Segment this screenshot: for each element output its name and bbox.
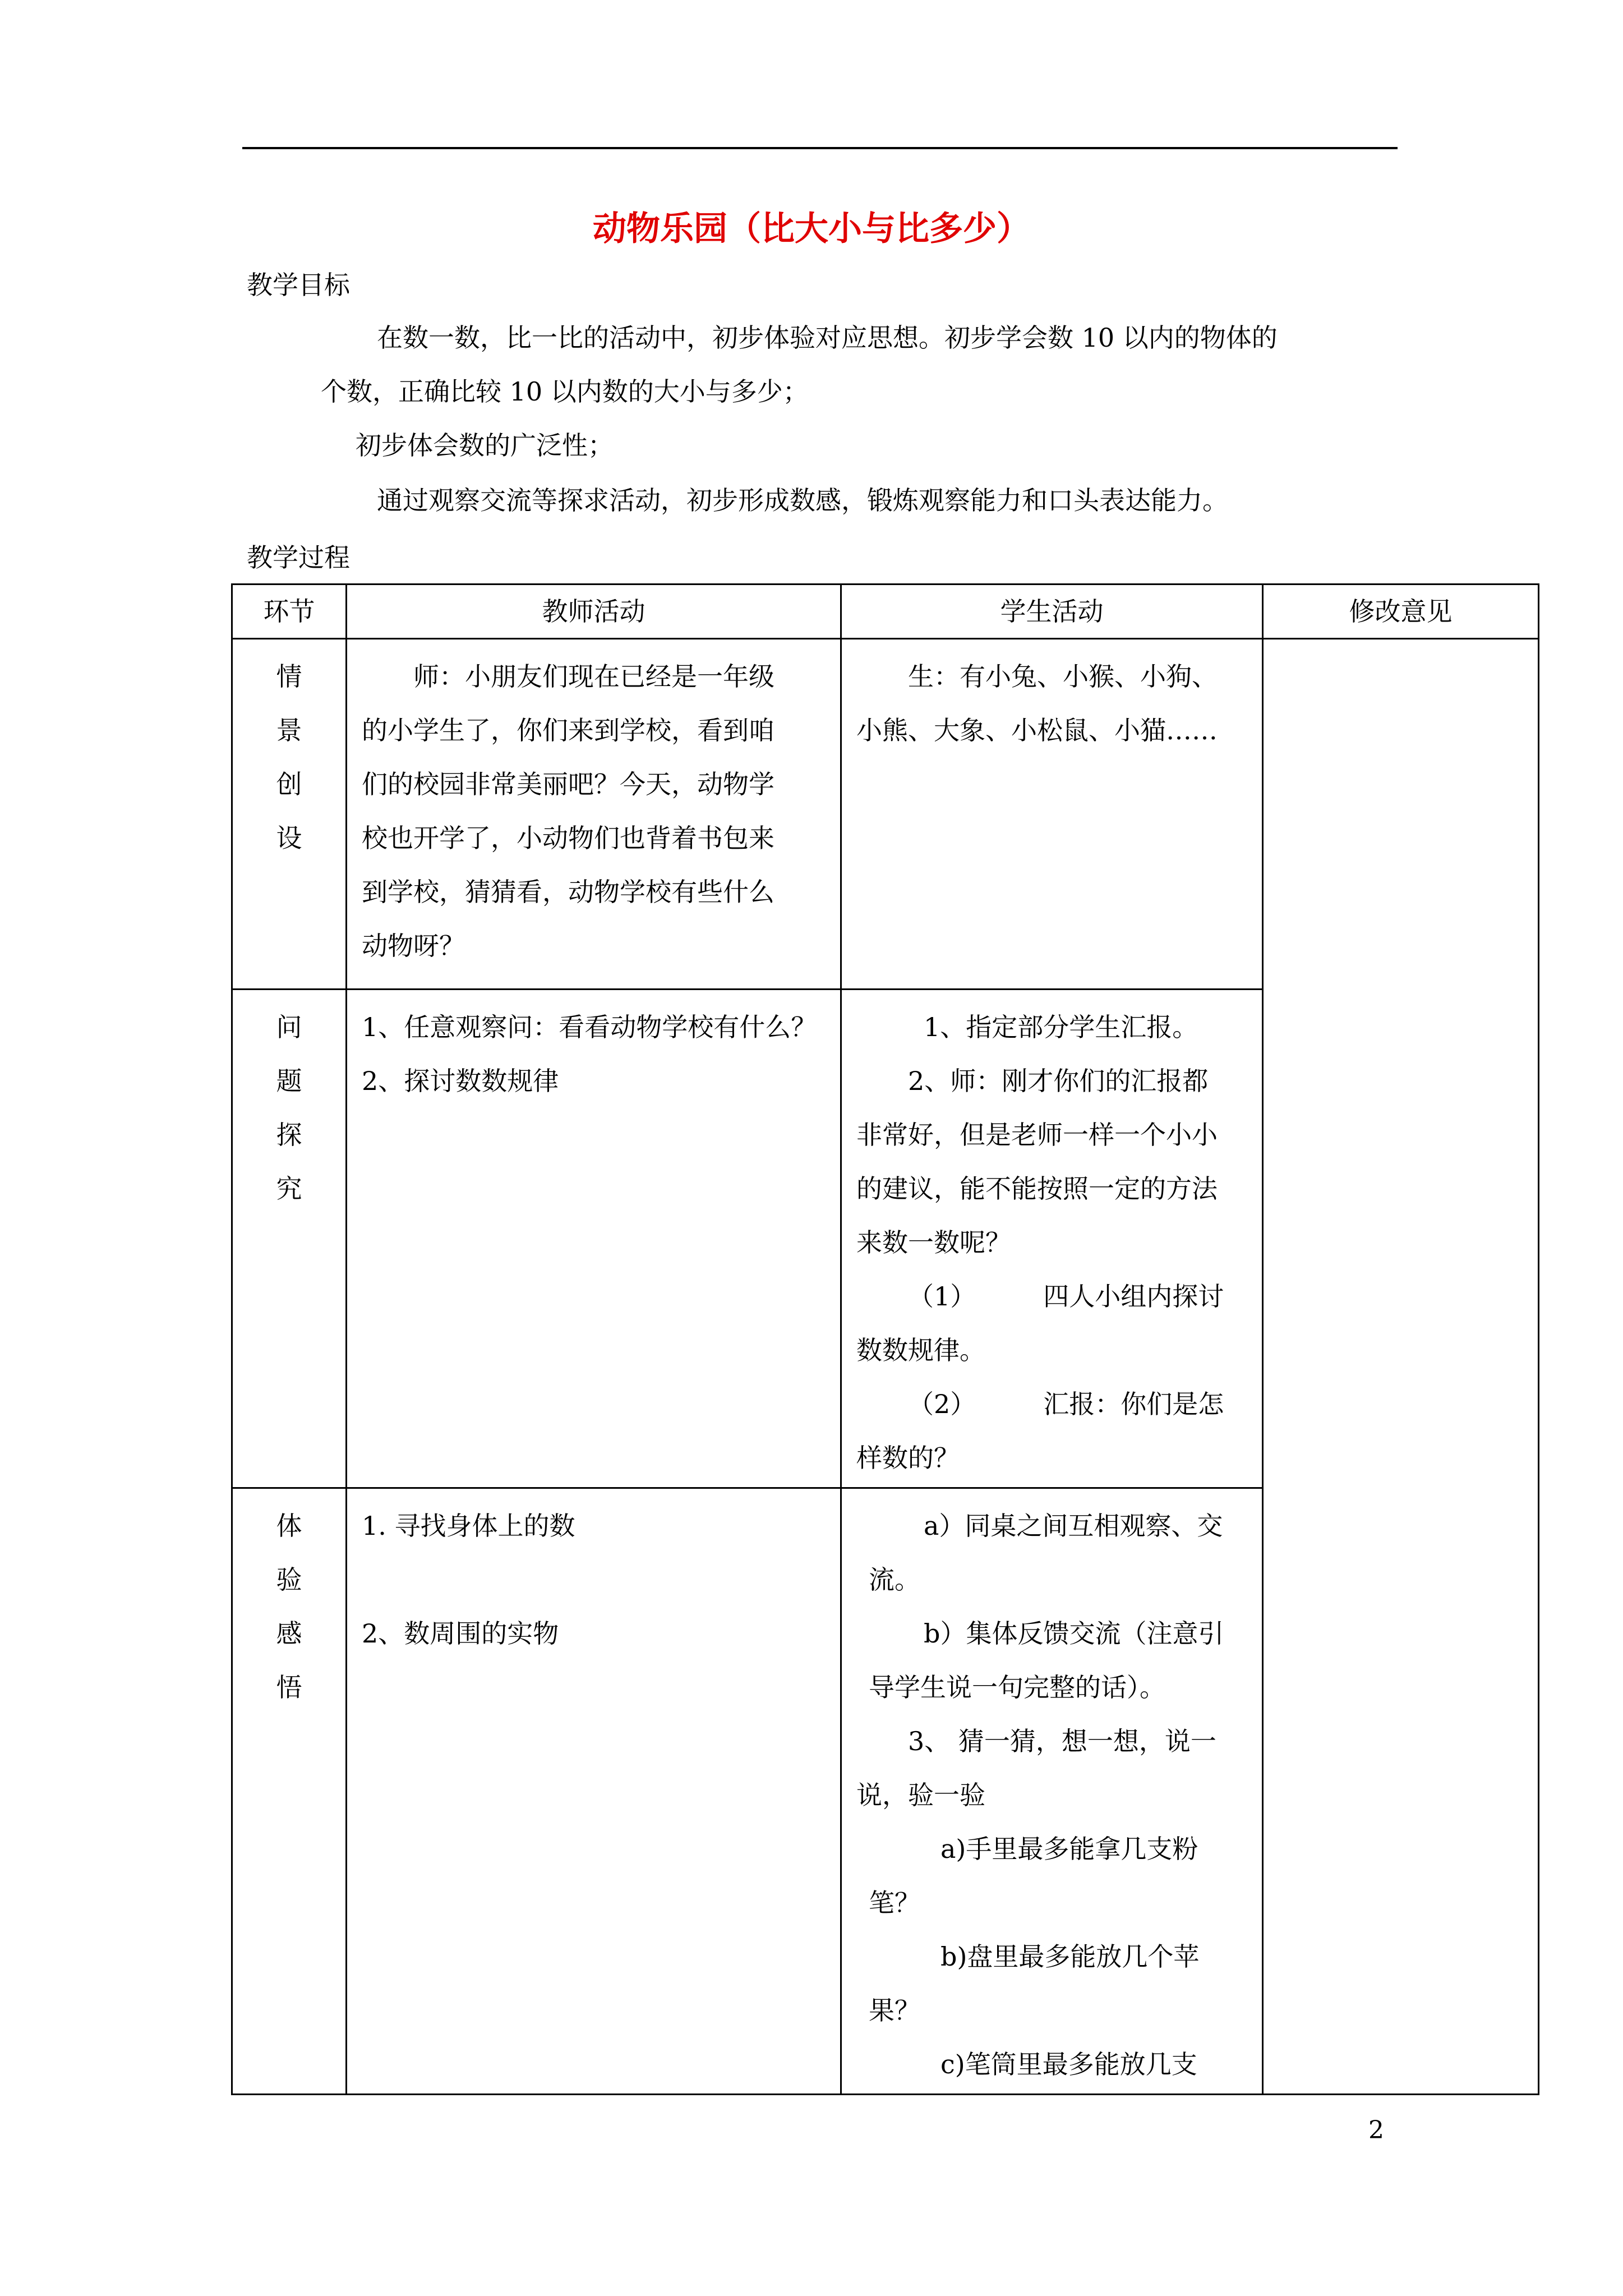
page-title: 动物乐园（比大小与比多少） bbox=[593, 209, 1030, 249]
goals-heading: 教学目标 bbox=[247, 270, 350, 300]
teacher-activity-cell: 1、任意观察问：看看动物学校有什么？ 2、探讨数数规律 bbox=[347, 990, 841, 1488]
header-student: 学生活动 bbox=[841, 585, 1263, 639]
student-activity-cell: 1、指定部分学生汇报。 2、师：刚才你们的汇报都 非常好，但是老师一样一个小小 的建议，能不能按照一定的方法 来数一数呢？ （1） 四人小组内探讨 数数规律。 （2） 汇报：你们是怎 样数的？ bbox=[841, 990, 1263, 1488]
header-rule bbox=[242, 147, 1398, 149]
header-revision: 修改意见 bbox=[1263, 585, 1539, 639]
teacher-activity-cell: 师：小朋友们现在已经是一年级 的小学生了，你们来到学校，看到咱 们的校园非常美丽吧？今天，动物学 校也开学了，小动物们也背着书包来 到学校，猜猜看，动物学校有些什么 动物呀？ bbox=[347, 639, 841, 990]
stage-cell: 情 景 创 设 bbox=[232, 639, 347, 990]
page-number: 2 bbox=[1368, 2116, 1384, 2145]
student-activity-cell: 生：有小兔、小猴、小狗、 小熊、大象、小松鼠、小猫…… bbox=[841, 639, 1263, 990]
student-activity-cell: a）同桌之间互相观察、交 流。 b）集体反馈交流（注意引 导学生说一句完整的话）。 3、 猜一猜，想一想，说一 说，验一验 a)手里最多能拿几支粉 笔？ b)盘里最多能放几个苹 果？ c)笔筒里最多能放几支 bbox=[841, 1488, 1263, 2095]
header-stage: 环节 bbox=[232, 585, 347, 639]
goal-line-2: 个数，正确比较 10 以内数的大小与多少； bbox=[321, 376, 809, 407]
stage-cell: 问 题 探 究 bbox=[232, 990, 347, 1488]
goal-line-1: 在数一数，比一比的活动中，初步体验对应思想。初步学会数 10 以内的物体的 bbox=[377, 323, 1278, 353]
table-header-row bbox=[232, 585, 1539, 639]
header-teacher: 教师活动 bbox=[347, 585, 841, 639]
table-row bbox=[232, 639, 1539, 990]
teacher-activity-cell: 1. 寻找身体上的数 2、数周围的实物 bbox=[347, 1488, 841, 2095]
process-heading: 教学过程 bbox=[247, 542, 350, 573]
goal-line-3: 初步体会数的广泛性； bbox=[356, 430, 614, 461]
goal-line-4: 通过观察交流等探求活动，初步形成数感，锻炼观察能力和口头表达能力。 bbox=[377, 485, 1228, 516]
lesson-table bbox=[231, 583, 1539, 2095]
revision-cell bbox=[1263, 639, 1539, 2095]
stage-cell: 体 验 感 悟 bbox=[232, 1488, 347, 2095]
